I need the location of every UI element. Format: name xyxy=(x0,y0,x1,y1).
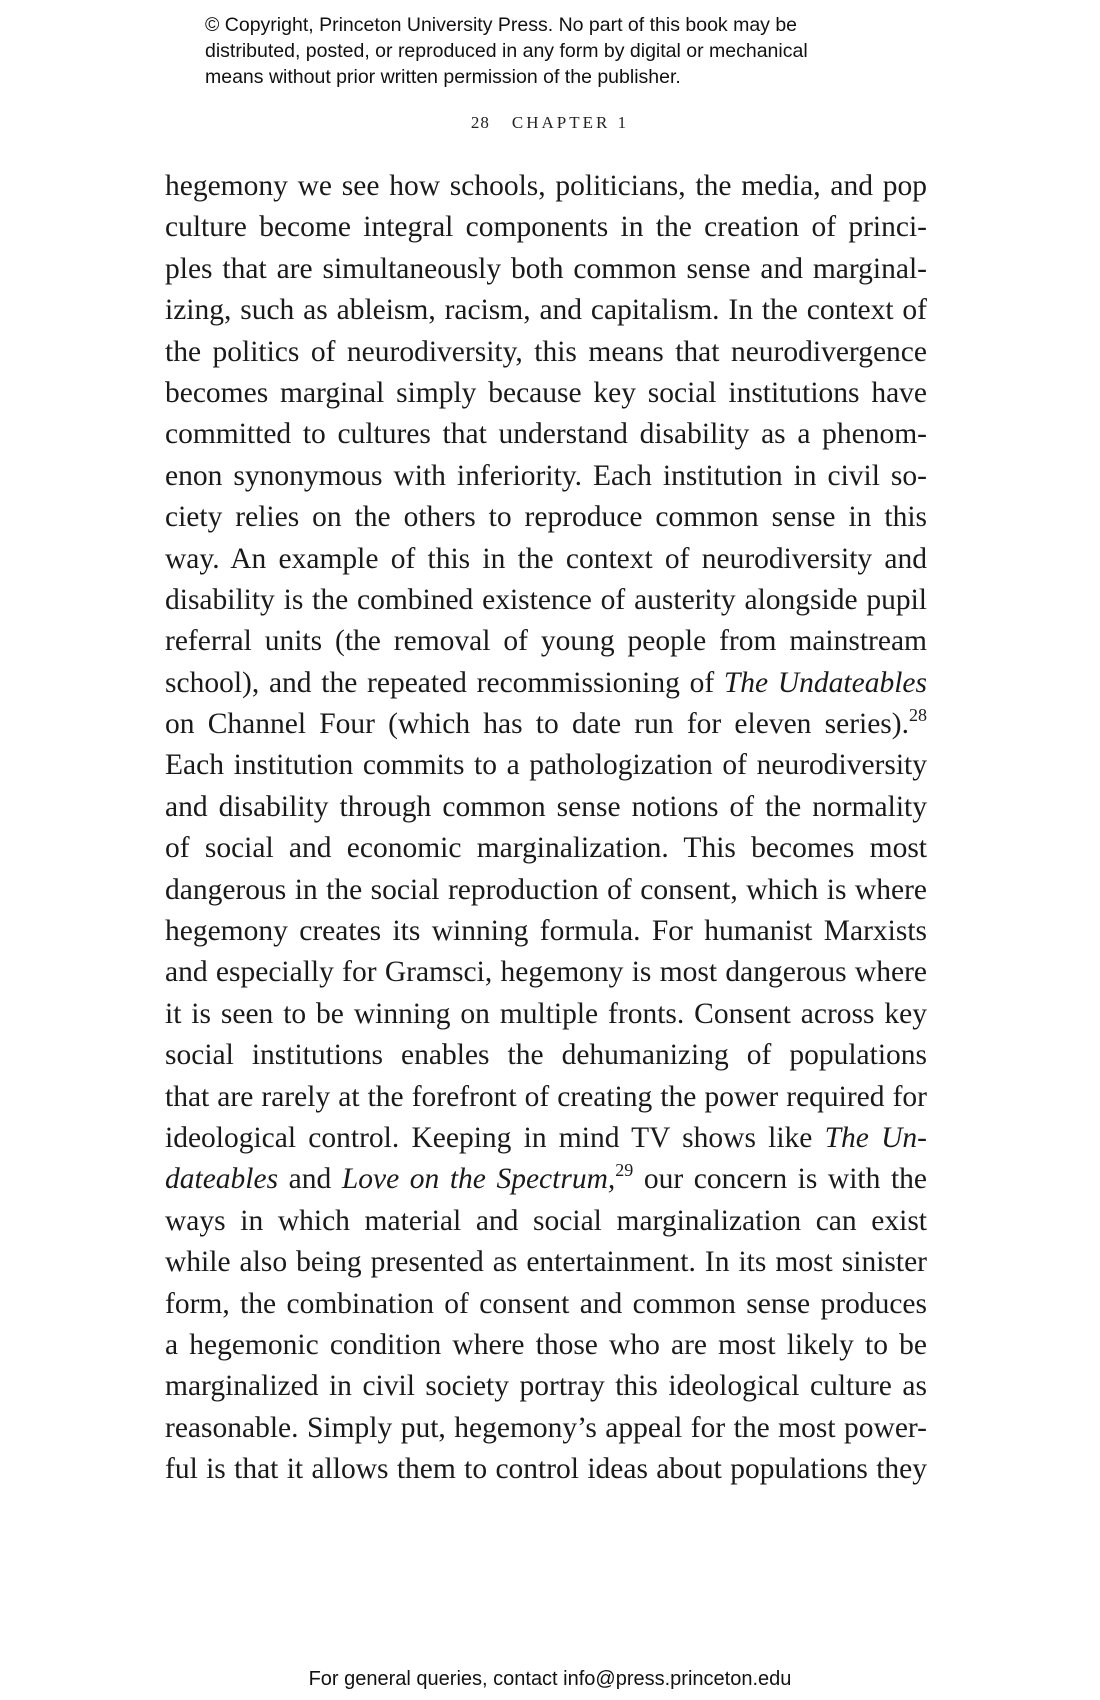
text-line: while also being presented as entertainment. In its most sinister xyxy=(165,1246,927,1279)
text-line: and disability through common sense notions of the normality xyxy=(165,790,927,823)
text-line: ful is that it allows them to control ideas about populations they xyxy=(165,1453,927,1486)
text-line: culture become integral components in the creation of princi- xyxy=(165,211,927,244)
text-segment: ideological control. Keeping in mind TV shows like xyxy=(165,1121,825,1154)
text-line: ways in which material and social marginalization can exist xyxy=(165,1204,927,1237)
text-segment: our concern is with the xyxy=(633,1163,927,1196)
text-line: izing, such as ableism, racism, and capitalism. In the context of xyxy=(165,294,927,327)
body-paragraph xyxy=(165,166,927,1491)
text-line: hegemony we see how schools, politicians, the media, and pop xyxy=(165,170,927,202)
text-line: hegemony creates its winning formula. For humanist Marxists xyxy=(165,915,927,948)
footnote-ref: 28 xyxy=(909,705,927,726)
text-line: referral units (the removal of young people from mainstream xyxy=(165,625,927,658)
text-line: it is seen to be winning on multiple fronts. Consent across key xyxy=(165,997,927,1030)
text-line: social institutions enables the dehumanizing of populations xyxy=(165,1039,927,1072)
copyright-line: distributed, posted, or reproduced in any form by digital or mechanical xyxy=(205,40,808,62)
show-title-italic: Love on the Spectrum, xyxy=(341,1163,616,1196)
text-line xyxy=(165,704,927,745)
text-line xyxy=(165,1118,927,1159)
text-line: enon synonymous with inferiority. Each institution in civil so- xyxy=(165,459,927,492)
text-segment: and xyxy=(278,1163,342,1196)
text-line: the politics of neurodiversity, this means that neurodivergence xyxy=(165,335,927,368)
copyright-line: © Copyright, Princeton University Press. No part of this book may be xyxy=(205,14,798,36)
text-line: ciety relies on the others to reproduce common sense in this xyxy=(165,501,927,534)
text-line: dangerous in the social reproduction of consent, which is where xyxy=(165,873,927,906)
text-line: form, the combination of consent and common sense produces xyxy=(165,1287,927,1320)
text-line xyxy=(165,1159,927,1200)
footer-contact: For general queries, contact info@press.princeton.edu xyxy=(308,1668,792,1690)
text-line: way. An example of this in the context of neurodiversity and xyxy=(165,542,927,575)
chapter-label: CHAPTER 1 xyxy=(511,113,630,132)
footnote-ref: 29 xyxy=(615,1160,634,1181)
copyright-line: means without prior written permission of the publisher. xyxy=(205,66,681,88)
text-segment: on Channel Four (which has to date run for eleven series). xyxy=(165,708,909,741)
text-line: of social and economic marginalization. This becomes most xyxy=(165,832,927,865)
text-line: becomes marginal simply because key social institutions have xyxy=(165,376,927,409)
text-segment: school), and the repeated recommissioning of xyxy=(165,666,724,699)
text-line: reasonable. Simply put, hegemony’s appeal for the most power- xyxy=(165,1411,927,1444)
show-title-italic: The Undateables xyxy=(723,666,927,699)
page-number: 28 xyxy=(470,113,490,132)
text-line: marginalized in civil society portray this ideological culture as xyxy=(165,1370,927,1403)
running-head xyxy=(0,113,1100,133)
copyright-notice xyxy=(205,12,925,90)
show-title-italic: The Un- xyxy=(824,1121,927,1154)
text-line: ples that are simultaneously both common sense and marginal- xyxy=(165,252,927,285)
text-line: a hegemonic condition where those who are most likely to be xyxy=(165,1328,927,1361)
text-line: and especially for Gramsci, hegemony is most dangerous where xyxy=(165,956,927,989)
text-line: committed to cultures that understand disability as a phenom- xyxy=(165,418,927,451)
text-line: disability is the combined existence of austerity alongside pupil xyxy=(165,583,927,616)
text-line: Each institution commits to a pathologization of neurodiversity xyxy=(165,749,927,782)
show-title-italic: dateables xyxy=(165,1163,279,1196)
text-line: that are rarely at the forefront of creating the power required for xyxy=(165,1080,927,1113)
text-line xyxy=(165,663,927,704)
